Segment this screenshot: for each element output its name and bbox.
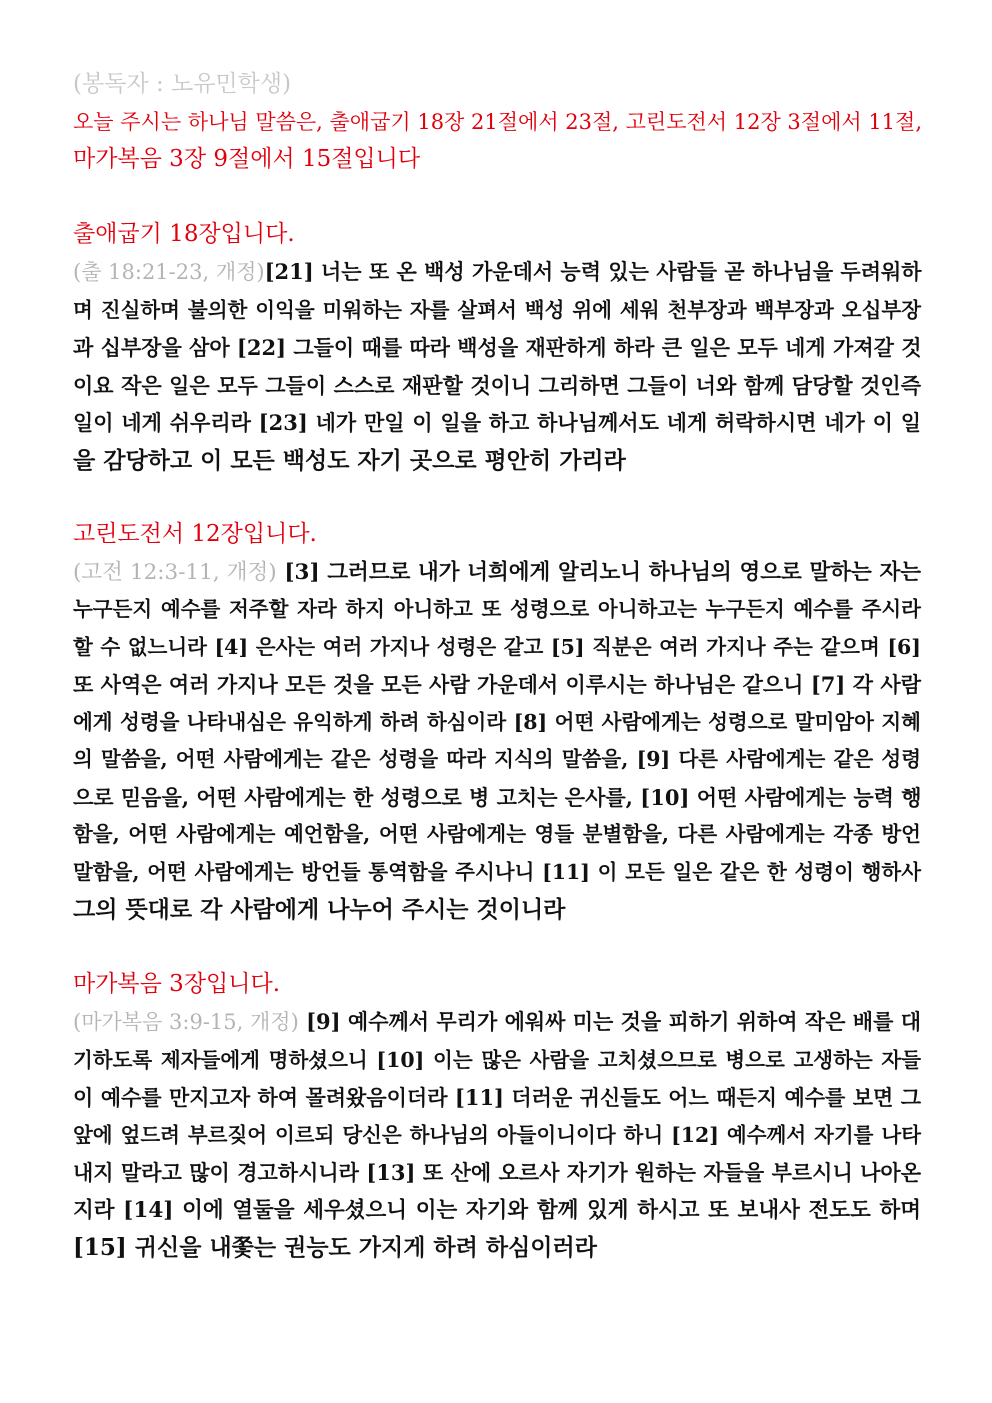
scripture-reference: (마가복음 3:9-15, 개정) <box>73 1010 299 1034</box>
section-heading: 고린도전서 12장입니다. <box>73 521 317 547</box>
verse-line: [15] 귀신을 내쫓는 권능도 가지게 하려 하심이러라 <box>73 1234 597 1261</box>
verse-line: 이요 작은 일은 모두 그들이 스스로 재판할 것이니 그리하면 그들이 너와 함께 담당할 것인즉 <box>73 372 921 398</box>
verse-line <box>73 253 921 292</box>
reader-note: (봉독자 : 노유민학생) <box>73 71 292 97</box>
verse-line <box>73 554 921 592</box>
verse-text: [21] 너는 또 온 백성 가운데서 능력 있는 사람들 곧 하나님을 두려워하 <box>264 259 922 284</box>
document-page <box>73 66 921 1267</box>
section-mark <box>73 966 921 1267</box>
verse-text: [3] 그러므로 내가 너희에게 알리노니 하나님의 영으로 말하는 자는 <box>276 559 921 585</box>
verse-line <box>73 1003 921 1042</box>
verse-line: 누구든지 예수를 저주할 자라 하지 아니하고 또 성령으로 아니하고는 누구든지 예수를 주시라 <box>73 597 921 621</box>
section-corinthians <box>73 516 921 929</box>
verse-line: 할 수 없느니라 [4] 은사는 여러 가지나 성령은 같고 [5] 직분은 여러 가지나 주는 같으며 [6] <box>73 634 921 659</box>
verse-line: 앞에 엎드려 부르짖어 이르되 당신은 하나님의 아들이니이다 하니 [12] 예수께서 자기를 나타 <box>73 1122 921 1147</box>
verse-line: 함을, 어떤 사람에게는 예언함을, 어떤 사람에게는 영들 분별함을, 다른 사람에게는 각종 방언 <box>73 822 921 846</box>
section-heading: 마가복음 3장입니다. <box>73 970 280 997</box>
verse-line: 과 십부장을 삼아 [22] 그들이 때를 따라 백성을 재판하게 하라 큰 일은 모두 네게 가져갈 것 <box>73 335 922 360</box>
scripture-reference: (출 18:21-23, 개정) <box>73 260 265 284</box>
intro-paragraph <box>73 104 921 179</box>
verse-text: [9] 예수께서 무리가 에워싸 미는 것을 피하기 위하여 작은 배를 대 <box>298 1009 921 1034</box>
verse-line: 이 예수를 만지고자 하여 몰려왔음이더라 [11] 더러운 귀신들도 어느 때든지 예수를 보면 그 <box>73 1085 921 1110</box>
verse-line: 말함을, 어떤 사람에게는 방언들 통역함을 주시나니 [11] 이 모든 일은 같은 한 성령이 행하사 <box>73 859 921 884</box>
verse-line: 또 사역은 여러 가지나 모든 것을 모든 사람 가운데서 이루시는 하나님은 같으니 [7] 각 사람 <box>73 672 921 697</box>
verse-line: 일이 네게 쉬우리라 [23] 네가 만일 이 일을 하고 하나님께서도 네게 허락하시면 네가 이 일 <box>73 410 921 435</box>
section-exodus <box>73 216 921 480</box>
verse-line: 기하도록 제자들에게 명하셨으니 [10] 이는 많은 사람을 고치셨으므로 병으로 고생하는 자들 <box>73 1047 921 1072</box>
verse-line: 으로 믿음을, 어떤 사람에게는 한 성령으로 병 고치는 은사를, [10] 어떤 사람에게는 능력 행 <box>73 784 922 810</box>
section-heading: 출애굽기 18장입니다. <box>73 220 295 247</box>
scripture-reference: (고전 12:3-11, 개정) <box>73 559 277 585</box>
intro-line: 마가복음 3장 9절에서 15절입니다 <box>73 146 421 172</box>
verse-line: 며 진실하며 불의한 이익을 미워하는 자를 살펴서 백성 위에 세워 천부장과 백부장과 오십부장 <box>73 297 921 322</box>
verse-line: 의 말씀을, 어떤 사람에게는 같은 성령을 따라 지식의 말씀을, [9] 다른 사람에게는 같은 성령 <box>73 747 921 771</box>
verse-line: 지라 [14] 이에 열둘을 세우셨으니 이는 자기와 함께 있게 하시고 또 보내사 전도도 하며 <box>73 1197 921 1223</box>
verse-line: 에게 성령을 나타내심은 유익하게 하려 하심이라 [8] 어떤 사람에게는 성령으로 말미암아 지혜 <box>73 709 921 734</box>
intro-line: 오늘 주시는 하나님 말씀은, 출애굽기 18장 21절에서 23절, 고린도전서 12장 3절에서 11절, <box>73 109 923 134</box>
verse-line: 그의 뜻대로 각 사람에게 나누어 주시는 것이니라 <box>73 896 566 923</box>
verse-line: 내지 말라고 많이 경고하시니라 [13] 또 산에 오르사 자기가 원하는 자들을 부르시니 나아온 <box>73 1160 921 1185</box>
verse-line: 을 감당하고 이 모든 백성도 자기 곳으로 평안히 가리라 <box>73 446 626 474</box>
